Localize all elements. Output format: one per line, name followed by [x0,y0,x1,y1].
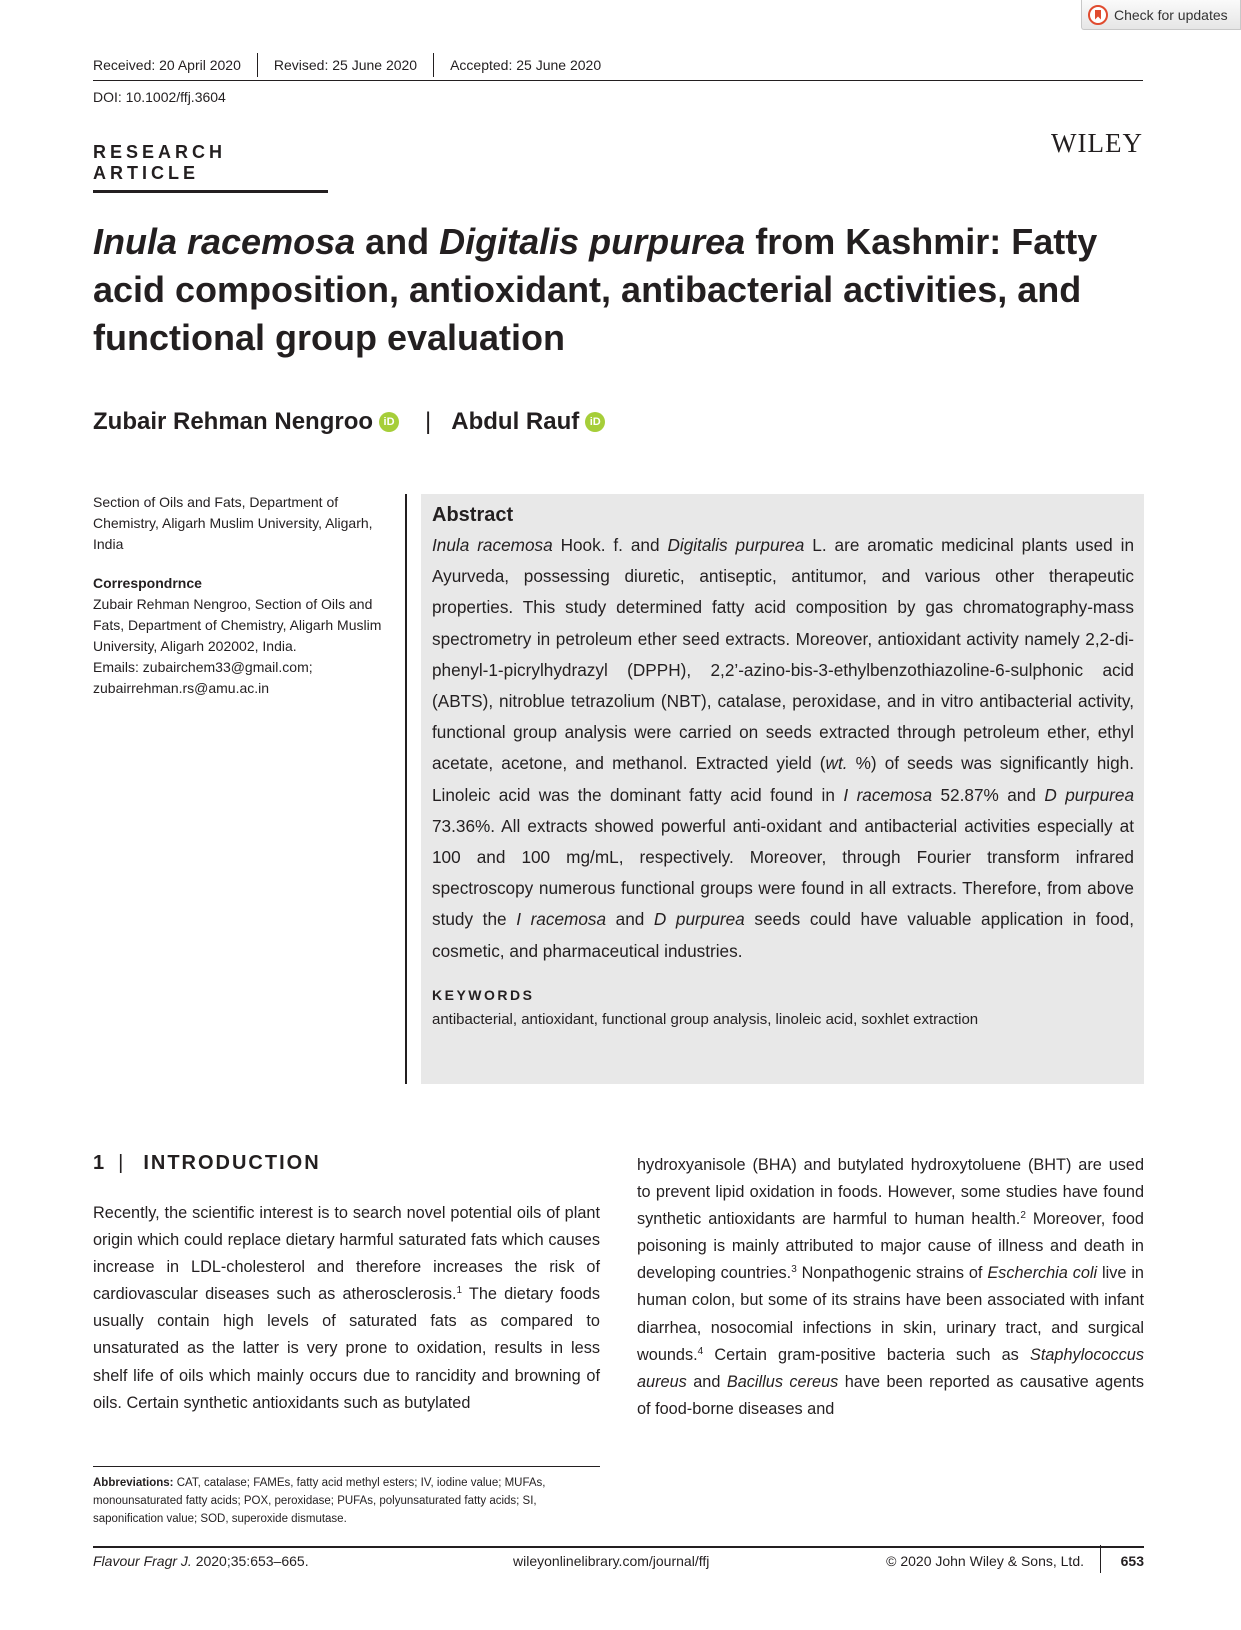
title-species-2: Digitalis purpurea [439,221,746,262]
title-species-1: Inula racemosa [93,221,356,262]
abstract-italic: wt. [825,753,848,774]
abstract-text [432,530,1134,967]
title-text: and [355,221,440,262]
correspondence-heading: Correspondrnce [93,575,202,591]
keywords-heading: KEYWORDS [432,986,535,1003]
affiliation-block [93,492,388,699]
section-title: INTRODUCTION [143,1152,321,1174]
intro-text: live in human colon, but some of its strains have been associated with infant diarrhea, nosocomial infections in skin, urinary tract, and surgical wounds. [637,1264,1144,1364]
abstract-italic: Digitalis purpurea [667,535,805,555]
title-text: from Kashmir: Fatty acid composition, antioxidant, antibacterial activities, and functional group evaluation [93,221,1098,358]
keywords-list: antibacterial, antioxidant, functional group analysis, linoleic acid, soxhlet extraction [432,1010,979,1028]
page-number: 653 [1120,1553,1144,1569]
article-title [93,218,1153,362]
accepted-date: Accepted: 25 June 2020 [450,57,602,73]
publisher-logo: WILEY [1051,128,1143,158]
abstract-span: seeds could have valuable application in food, cosmetic, and pharmaceutical industries. [432,909,1134,961]
bookmark-icon [1088,5,1108,25]
article-type-label: RESEARCH ARTICLE [93,142,328,193]
correspondence-text: Zubair Rehman Nengroo, Section of Oils and Fats, Department of Chemistry, Aligarh Muslim University, Aligarh 202002, India. [93,596,382,654]
footer-divider [1100,1545,1101,1573]
abstract-span: 73.36%. All extracts showed powerful anti-oxidant and antibacterial activities especially at 100 and 100 mg/mL, respectively. Moreover, through Fourier transform infrared spectroscopy numerous functional groups were found in all extracts. Therefore, from above study the [432,815,1134,930]
intro-text: Moreover, food poisoning is mainly attributed to major cause of illness and death in developing countries. [637,1210,1144,1283]
intro-italic: Bacillus cereus [726,1372,839,1391]
intro-left-column [93,1200,600,1417]
journal-name: Flavour Fragr J. [93,1553,192,1569]
section-separator: | [118,1152,124,1174]
intro-text: The dietary foods usually contain high levels of saturated fats as compared to unsaturated as the latter is very prone to oxidation, results in less shelf life of oils which mainly occurs due to rancidity and browning of oils. Certain synthetic antioxidants such as butylated [93,1285,600,1412]
abstract-divider [405,494,407,1084]
intro-text: Certain gram-positive bacteria such as [703,1345,1030,1364]
abbreviations-text: CAT, catalase; FAMEs, fatty acid methyl esters; IV, iodine value; MUFAs, monounsaturated fatty acids; POX, peroxidase; PUFAs, polyunsaturated fatty acids; SI, saponification value; SOD, superoxide dismutase. [93,1477,546,1525]
author-separator: | [425,408,432,435]
affiliation-text: Section of Oils and Fats, Department of Chemistry, Aligarh Muslim University, Aligarh, India [93,494,373,552]
abstract-italic: D purpurea [653,909,745,930]
copyright: © 2020 John Wiley & Sons, Ltd. [886,1553,1084,1569]
check-for-updates-label: Check for updates [1114,6,1228,23]
abstract-italic: Inula racemosa [432,535,553,555]
date-divider [433,53,434,77]
abstract-box [421,494,1144,1084]
section-heading [93,1152,321,1175]
journal-citation [93,1553,309,1569]
intro-text: hydroxyanisole (BHA) and butylated hydroxytoluene (BHT) are used to prevent lipid oxidation in foods. However, some studies have found synthetic antioxidants are harmful to human health. [637,1156,1144,1229]
abbreviations-footnote [93,1474,600,1528]
received-date: Received: 20 April 2020 [93,57,241,73]
intro-text: Recently, the scientific interest is to search novel potential oils of plant origin which could replace dietary harmful saturated fats which causes increase in LDL-cholesterol and therefore increases the risk of cardiovascular diseases such as atherosclerosis. [93,1204,600,1304]
section-number: 1 [93,1152,105,1174]
abstract-span: 52.87% and [932,784,1045,805]
abstract-italic: I racemosa [843,784,933,805]
abstract-heading: Abstract [432,504,514,526]
citation-ref[interactable]: 4 [697,1345,704,1357]
journal-volume: 2020;35:653–665. [191,1553,309,1569]
citation-ref[interactable]: 1 [456,1285,463,1297]
author-name[interactable]: Zubair Rehman Nengroo [93,408,374,435]
abstract-span: and [606,909,654,930]
journal-url[interactable]: wileyonlinelibrary.com/journal/ffj [513,1553,710,1569]
correspondence-emails[interactable]: Emails: zubairchem33@gmail.com; zubairrehman.rs@amu.ac.in [93,659,313,696]
intro-text: Nonpathogenic strains of [796,1264,988,1283]
revised-date: Revised: 25 June 2020 [273,57,418,73]
date-divider [257,53,258,77]
citation-ref[interactable]: 3 [791,1264,797,1276]
intro-italic: Escherchia coli [987,1264,1098,1283]
abstract-span: %) of seeds was significantly high. Linoleic acid was the dominant fatty acid found in [432,753,1134,805]
intro-text: and [686,1372,727,1391]
abstract-span: L. are aromatic medicinal plants used in Ayurveda, possessing diuretic, antiseptic, antitumor, and various other therapeutic properties. This study determined fatty acid composition by gas chromatography-mass spectrometry in petroleum ether seed extracts. Moreover, antioxidant activity namely 2,2-di-phenyl-1-picrylhydrazyl (DPPH), 2,2’-azino-bis-3-ethylbenzothiazoline-6-sulphonic acid (ABTS), nitroblue tetrazolium (NBT), catalase, peroxidase, and in vitro antibacterial activity, functional group analysis were carried on seeds extracted through petroleum ether, ethyl acetate, acetone, and methanol. Extracted yield ( [432,535,1135,774]
abstract-span: Hook. f. and [552,535,668,555]
author-list [93,408,605,436]
doi-link[interactable]: DOI: 10.1002/ffj.3604 [93,89,226,105]
abstract-italic: D purpurea [1044,784,1134,805]
intro-italic: Staphylococcus aureus [637,1345,1144,1391]
author-name[interactable]: Abdul Rauf [451,408,580,435]
article-dates [93,57,1143,82]
intro-text: have been reported as causative agents of food-borne diseases and [637,1372,1144,1418]
check-for-updates-button[interactable] [1081,0,1241,30]
citation-ref[interactable]: 2 [1020,1210,1026,1222]
abstract-italic: I racemosa [516,909,607,930]
orcid-icon[interactable]: iD [585,412,605,432]
abbreviations-label: Abbreviations: [93,1477,174,1489]
header-rule [93,80,1143,81]
footer-rule [93,1546,1144,1548]
intro-right-column [637,1152,1144,1423]
orcid-icon[interactable]: iD [379,412,399,432]
page-footer [93,1553,1144,1573]
